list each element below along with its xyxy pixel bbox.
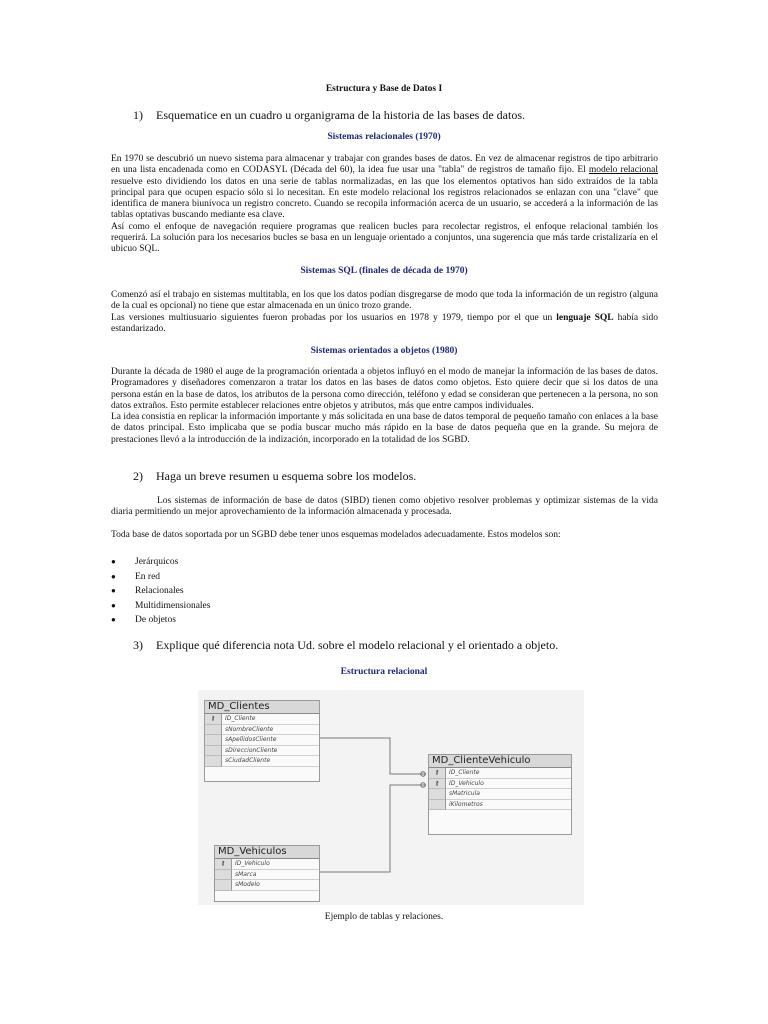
paragraph: La idea consistía en replicar la información importante y más solicitada en una base de datos temporal de pequeño tamaño con enlaces a la base de datos principal. Esto implicaba que se podía buscar mucho más rápido en la base de datos pequeña que en la grande. Su mejora de prestaciones llevó a la introducción de la indización, incorporado en la totalidad de los SGBD.	[111, 412, 658, 445]
row-selector	[429, 800, 446, 811]
key-icon: ⚷	[215, 859, 232, 870]
paragraph	[111, 313, 658, 336]
question-3-text: Explique qué diferencia nota Ud. sobre el modelo relacional y el orientado a objeto.	[156, 638, 559, 652]
list-item	[111, 599, 210, 614]
paragraph: Los sistemas de información de base de datos (SIBD) tienen como objetivo resolver problemas y optimizar sistemas de la vida diaria permitiendo un mejor aprovechamiento de la información almacenada y procesada.	[111, 496, 658, 518]
field-name: ID_Cliente	[446, 768, 571, 779]
text-run: En 1970 se descubrió un nuevo sistema para almacenar y trabajar con grandes bases de datos. En vez de almacenar registros de tipo arbitrario en una lista encadenada como en CODASYL (Década del 60), la idea fue usar una "tabla" de registros de tamaño fijo. El	[111, 154, 658, 176]
paragraph: Comenzó así el trabajo en sistemas multitabla, en los que los datos podían disgregarse de modo que toda la información de un registro (alguna de la cual es opcional) no tiene que estar almacenada en un único trozo grande.	[111, 290, 658, 312]
models-lead	[111, 530, 658, 541]
text-run: resuelve esto dividiendo los datos en una serie de tablas normalizadas, en las que los elementos optativos han sido extraídos de la tabla principal para que ocupen espacio sólo si lo necesitan. En este modelo relacional los registros relacionados se enlazan con una "clave" que identifica de manera biunívoca un registro concreto. Cuando se recopila información acerca de un usuario, se accederá a la información de las tablas optativas buscando mediante esa clave.	[111, 176, 658, 221]
table-row	[205, 725, 319, 736]
field-name: sCiudadCliente	[222, 756, 319, 767]
row-selector	[429, 789, 446, 800]
question-1-text: Esquematice en un cuadro u organigrama de la historia de las bases de datos.	[156, 108, 525, 122]
field-name: sDireccionCliente	[222, 746, 319, 757]
table-row	[429, 779, 571, 790]
list-item	[111, 555, 210, 570]
list-item	[111, 570, 210, 585]
heading-sistemas-relacionales: Sistemas relacionales (1970)	[327, 132, 441, 142]
question-2-number: 2)	[133, 469, 143, 483]
row-selector	[215, 870, 232, 881]
table-md-clientevehiculo	[428, 754, 572, 835]
row-selector	[215, 880, 232, 891]
relation-line-vehiculos	[318, 785, 426, 872]
table-row	[429, 789, 571, 800]
list-item-label: En red	[135, 571, 161, 582]
paragraph: Durante la década de 1980 el auge de la programación orientada a objetos influyó en el modo de manejar la información de las bases de datos. Programadores y diseñadores comenzaron a tratar los datos en las bases de datos como objetos. Esto quiere decir que si los datos de una persona están en la base de datos, los atributos de la persona como dirección, teléfono y edad se consideran que pertenecen a la persona, no son datos extraños. Esto permite establecer relaciones entre objetos y atributos, más que entre campos individuales.	[111, 367, 658, 411]
key-icon: ⚷	[205, 714, 222, 725]
heading-sistemas-objetos: Sistemas orientados a objetos (1980)	[310, 346, 458, 356]
bullet-icon: ●	[111, 615, 116, 624]
table-md-clientes	[204, 700, 320, 782]
field-name: ID_Vehiculo	[232, 859, 319, 870]
row-selector	[205, 756, 222, 767]
section-objetos-text	[111, 367, 658, 446]
list-item	[111, 613, 210, 628]
question-2-text: Haga un breve resumen u esquema sobre los modelos.	[156, 469, 417, 483]
table-blank-area	[215, 891, 319, 901]
table-row	[429, 768, 571, 779]
modelo-relacional-link[interactable]: modelo relacional	[588, 165, 658, 176]
field-name: iKilometros	[446, 800, 571, 811]
field-name: sMatricula	[446, 789, 571, 800]
row-selector	[205, 725, 222, 736]
table-row	[205, 714, 319, 725]
diagram-caption: Ejemplo de tablas y relaciones.	[324, 912, 444, 922]
field-name: ID_Cliente	[222, 714, 319, 725]
question-3	[133, 638, 558, 653]
heading-estructura-relacional: Estructura relacional	[340, 667, 428, 677]
text-run: Las versiones multiusuario siguientes fueron probadas por los usuarios en 1978 y 1979, tiempo por el que un	[111, 312, 557, 323]
table-blank-area	[205, 767, 319, 781]
list-item-label: De objetos	[135, 615, 176, 625]
row-selector	[205, 735, 222, 746]
table-row	[205, 756, 319, 767]
field-name: sModelo	[232, 880, 319, 891]
paragraph: Toda base de datos soportada por un SGBD debe tener unos esquemas modelados adecuadamente. Estos modelos son:	[111, 530, 561, 540]
question-3-number: 3)	[133, 638, 143, 652]
table-row	[215, 880, 319, 891]
field-name: sNombreCliente	[222, 725, 319, 736]
table-row	[205, 735, 319, 746]
table-row	[429, 800, 571, 811]
text-run: había sido estandarizado.	[111, 312, 658, 334]
field-name: ID_Vehiculo	[446, 779, 571, 790]
question-1	[133, 108, 525, 123]
heading-sistemas-sql: Sistemas SQL (finales de década de 1970)	[300, 266, 468, 276]
bullet-icon: ●	[111, 557, 116, 566]
section-relacionales-text	[111, 154, 658, 256]
list-item-label: Multidimensionales	[135, 600, 211, 611]
table-md-vehiculos	[214, 845, 320, 902]
question-1-number: 1)	[133, 108, 143, 122]
table-row	[205, 746, 319, 757]
models-intro	[111, 496, 658, 519]
models-list	[111, 555, 210, 628]
table-title: MD_ClienteVehiculo	[429, 755, 571, 768]
question-2	[133, 469, 416, 484]
bullet-icon: ●	[111, 586, 116, 595]
key-icon: ⚷	[429, 768, 446, 779]
paragraph: Así como el enfoque de navegación requiere programas que realicen bucles para recolectar registros, el enfoque relacional también los requerirá. La solución para los necesarios bucles se basa en un lenguaje orientado a conjuntos, una sugerencia que más tarde cristalizaría en el ubicuo SQL.	[111, 221, 658, 255]
relation-line-clientes	[318, 738, 426, 774]
table-blank-area	[429, 810, 571, 834]
row-selector	[205, 746, 222, 757]
relational-diagram	[198, 690, 584, 905]
list-item-label: Jerárquicos	[135, 557, 179, 567]
table-row	[215, 859, 319, 870]
list-item-label: Relacionales	[135, 586, 184, 596]
document-title: Estructura y Base de Datos I	[325, 84, 443, 94]
section-sql-text	[111, 290, 658, 335]
list-item	[111, 584, 210, 599]
table-title: MD_Clientes	[205, 701, 319, 714]
field-name: sMarca	[232, 870, 319, 881]
paragraph	[111, 154, 658, 222]
field-name: sApellidosCliente	[222, 735, 319, 746]
bullet-icon: ●	[111, 600, 116, 610]
table-row	[215, 870, 319, 881]
lenguaje-sql-bold: lenguaje SQL	[556, 312, 614, 323]
key-icon: ⚷	[429, 779, 446, 790]
table-title: MD_Vehiculos	[215, 846, 319, 859]
bullet-icon: ●	[111, 571, 116, 581]
